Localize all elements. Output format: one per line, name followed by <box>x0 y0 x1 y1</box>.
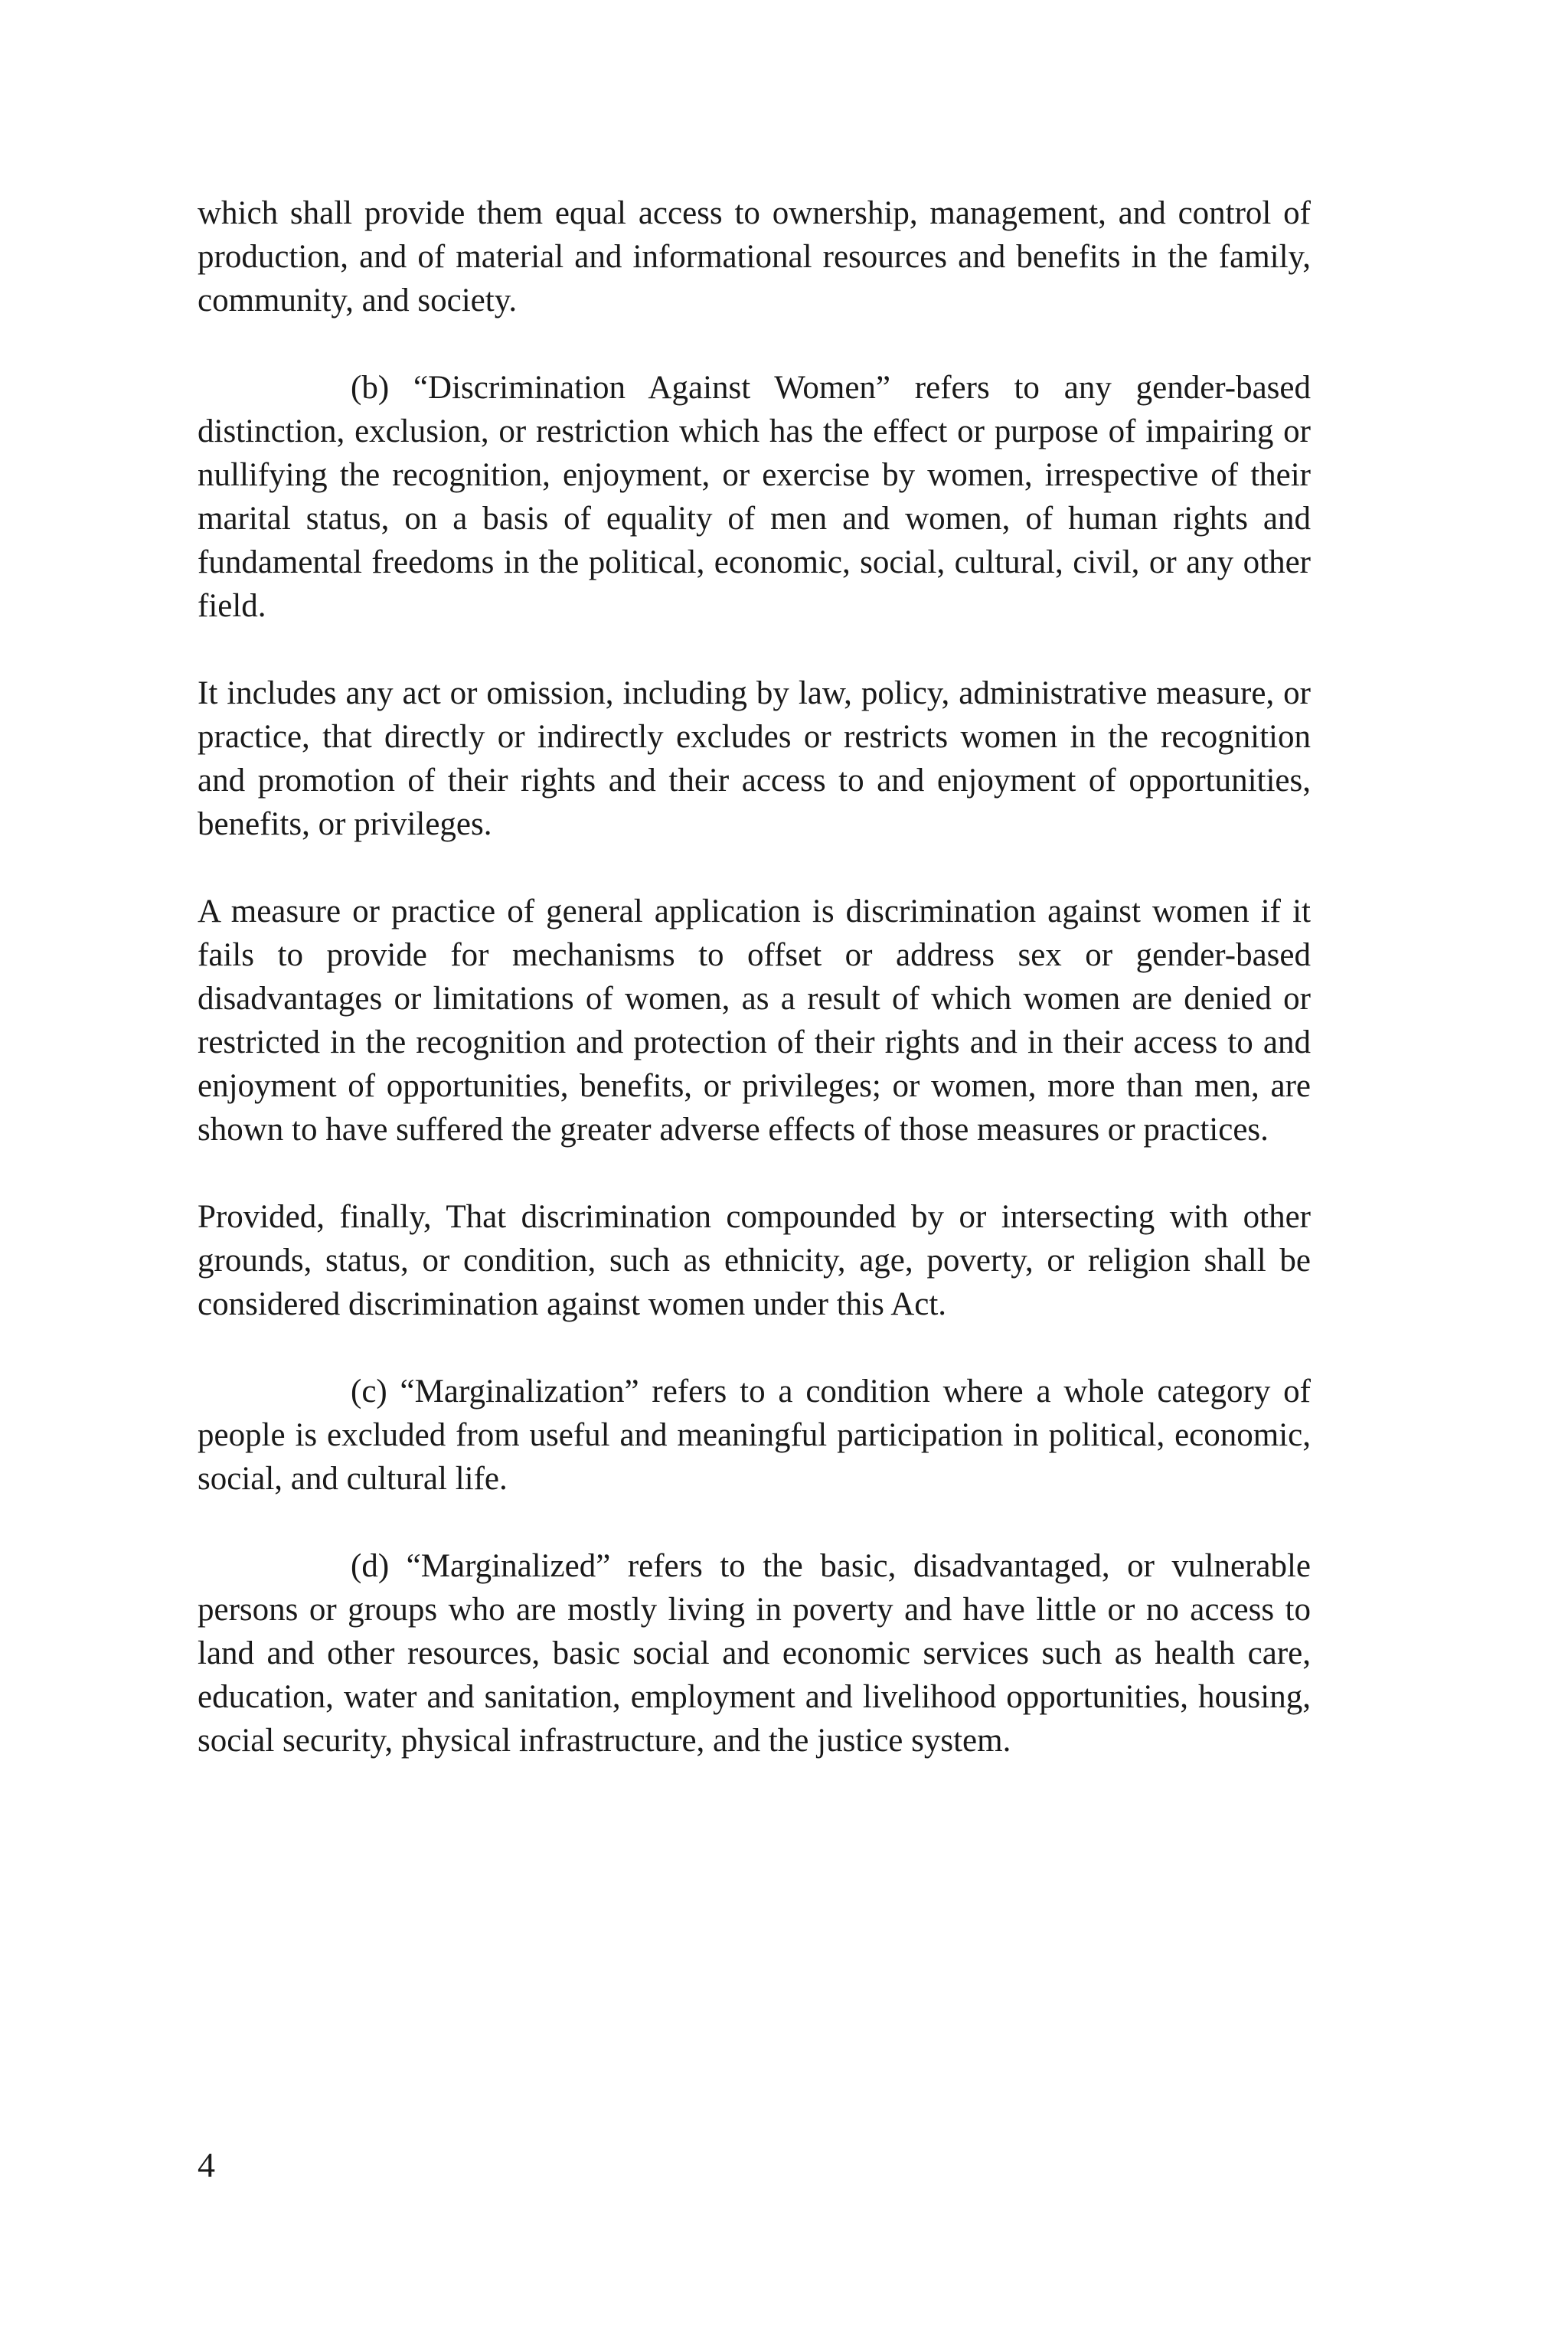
paragraph-definition-b: (b) “Discrimination Against Women” refers to any gender-based distinction, exclusion, or restriction which has the effect or purpose of impairing or nullifying the recognition, enjoyment, or exercise by women, irrespective of their marital status, on a basis of equality of men and women, of human rights and fundamental freedoms in the political, economic, social, cultural, civil, or any other field. <box>198 370 1311 624</box>
paragraph-definition-d: (d) “Marginalized” refers to the basic, disadvantaged, or vulnerable persons or groups who are mostly living in poverty and have little or no access to land and other resources, basic social and economic services such as health care, education, water and sanitation, employment and livelihood opportunities, housing, social security, physical infrastructure, and the justice system. <box>198 1548 1311 1759</box>
page-number: 4 <box>198 2145 215 2184</box>
paragraph-continuation: which shall provide them equal access to ownership, management, and control of production, and of material and informational resources and benefits in the family, community, and society. <box>198 195 1311 318</box>
paragraph-includes: It includes any act or omission, including by law, policy, administrative measure, or practice, that directly or indirectly excludes or restricts women in the recognition and promotion of their rights and their access to and enjoyment of opportunities, benefits, or privileges. <box>198 675 1311 842</box>
paragraph-definition-c: (c) “Marginalization” refers to a condition where a whole category of people is excluded from useful and meaningful participation in political, economic, social, and cultural life. <box>198 1374 1311 1497</box>
paragraph-provided-finally: Provided, finally, That discrimination compounded by or intersecting with other grounds, status, or condition, such as ethnicity, age, poverty, or religion shall be considered discrimination against women under this Act. <box>198 1199 1311 1322</box>
paragraph-general-application: A measure or practice of general application is discrimination against women if it fails to provide for mechanisms to offset or address sex or gender-based disadvantages or limitations of women, as a result of which women are denied or restricted in the recognition and protection of their rights and in their access to and enjoyment of opportunities, benefits, or privileges; or women, more than men, are shown to have suffered the greater adverse effects of those measures or practices. <box>198 893 1311 1148</box>
body-text <box>198 191 1311 1806</box>
